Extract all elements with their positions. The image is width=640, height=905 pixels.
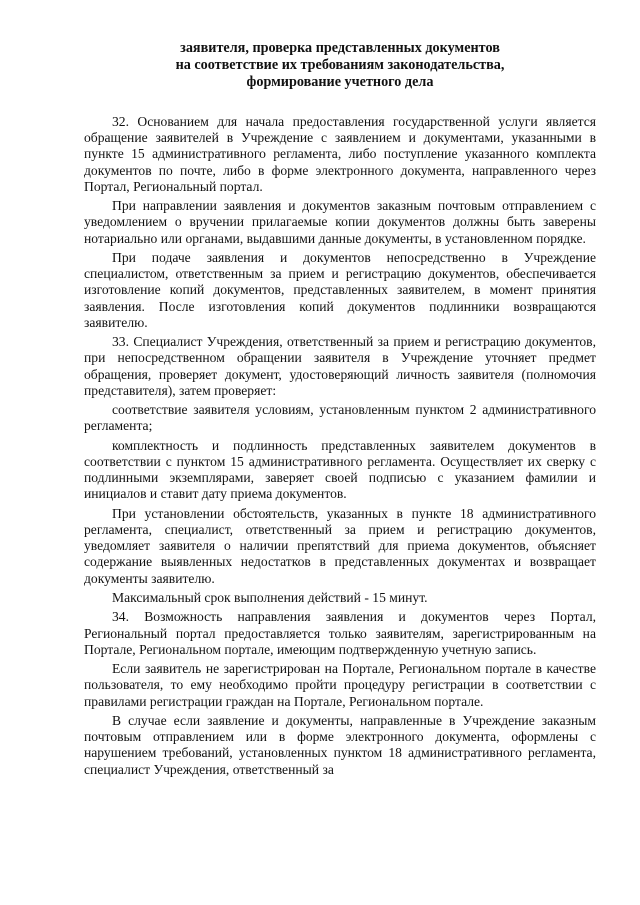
document-page — [84, 40, 596, 781]
paragraph-check-conditions: соответствие заявителя условиям, установленным пунктом 2 административного регламента; — [84, 402, 596, 434]
heading-line-3: формирование учетного дела — [246, 74, 434, 90]
paragraph-obstacles: При установлении обстоятельств, указанных в пункте 18 административного регламента, специалист, ответственный за прием и регистрацию документов, уведомляет заявителя о наличии препятствий для приема документов, объясняет содержание выявленных недостатков в представленных документах и возвращает документы заявителю. — [84, 505, 596, 586]
paragraph-max-time: Максимальный срок выполнения действий - 15 минут. — [112, 590, 428, 605]
document-body — [84, 114, 596, 778]
paragraph-33: 33. Специалист Учреждения, ответственный за прием и регистрацию документов, при непосредственном обращении заявителя в Учреждение уточняет предмет обращения, проверяет документ, удостоверяющий личность заявителя (полномочия представителя), затем проверяет: — [84, 334, 596, 398]
section-heading — [84, 40, 596, 91]
paragraph-in-person: При подаче заявления и документов непосредственно в Учреждение специалистом, ответственным за прием и регистрацию документов, обеспечивается изготовление копий документов, представленных заявителем, в момент принятия заявления. После изготовления копий документов подлинники возвращаются заявителю. — [84, 250, 596, 330]
paragraph-not-registered: Если заявитель не зарегистрирован на Портале, Региональном портале в качестве пользователя, то ему необходимо пройти процедуру регистрации в соответствии с правилами регистрации граждан на Портале, Региональном портале. — [84, 661, 596, 709]
paragraph-34: 34. Возможность направления заявления и документов через Портал, Региональный портал предоставляется только заявителям, зарегистрированным на Портале, Региональном портале, имеющим подтвержденную учетную запись. — [84, 609, 596, 657]
heading-line-1: заявителя, проверка представленных документов — [180, 40, 500, 56]
paragraph-check-completeness: комплектность и подлинность представленных заявителем документов в соответствии с пунктом 15 административного регламента. Осуществляет их сверку с подлинными экземплярами, заверяет своей подписью с указанием фамилии и инициалов и ставит дату приема документов. — [84, 437, 596, 502]
heading-line-2: на соответствие их требованиям законодательства, — [175, 57, 505, 73]
paragraph-registered-mail: При направлении заявления и документов заказным почтовым отправлением с уведомлением о вручении прилагаемые копии документов должны быть заверены нотариально или органами, выдавшими данные документы, в установленном порядке. — [84, 198, 596, 246]
paragraph-violation: В случае если заявление и документы, направленные в Учреждение заказным почтовым отправлением или в форме электронного документа, оформлены с нарушением требований, установленных пунктом 18 административного регламента, специалист Учреждения, ответственный за — [84, 712, 596, 777]
paragraph-32: 32. Основанием для начала предоставления государственной услуги является обращение заявителей в Учреждение с заявлением и документами, указанными в пункте 15 административного регламента, либо поступление указанного комплекта документов по почте, либо в форме электронного документа, направленного через Портал, Региональный портал. — [84, 114, 596, 194]
